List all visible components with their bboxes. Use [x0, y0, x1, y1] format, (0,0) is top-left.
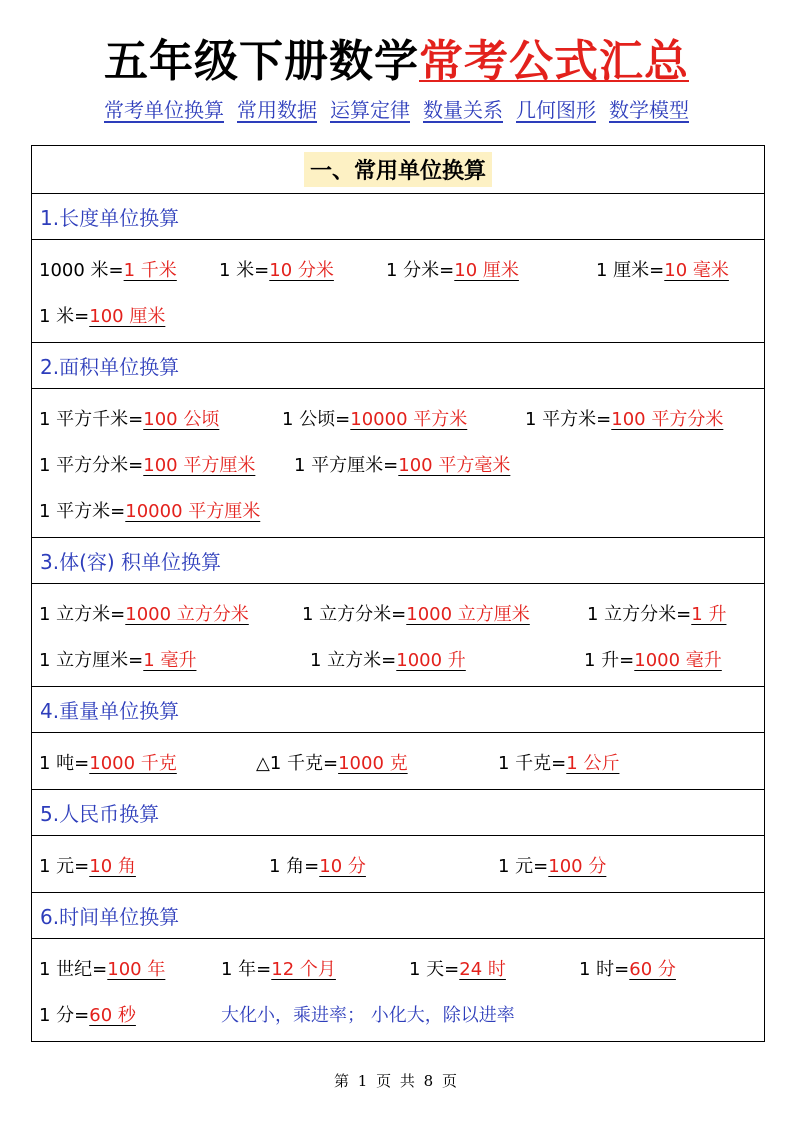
formula-label: 1 立方分米=: [587, 604, 692, 625]
formula-line: [32, 244, 764, 290]
formula-label: 1 平方分米=: [39, 455, 144, 476]
formula-answer: 10 分米: [269, 260, 334, 281]
formula-answer: 1000 升: [396, 650, 466, 671]
formula-line: [32, 290, 764, 336]
title-highlight: 常考公式汇总: [419, 36, 689, 87]
formula-item: [294, 451, 514, 477]
section-title-volume: 3.体(容) 积单位换算: [32, 538, 764, 584]
formula-answer: 100 公顷: [143, 409, 220, 430]
formula-answer: 10 毫米: [664, 260, 729, 281]
formula-label: 1 立方分米=: [302, 604, 407, 625]
formula-answer: 10000 平方米: [350, 409, 468, 430]
table-header-label: 一、常用单位换算: [304, 152, 492, 187]
formula-label: 1 分米=: [386, 260, 455, 281]
table-header: [32, 146, 764, 194]
formula-answer: 1000 立方分米: [125, 604, 249, 625]
formula-item: [525, 405, 727, 431]
formula-item: [596, 256, 733, 282]
formula-label: 1 米=: [39, 306, 90, 327]
formula-item: [498, 749, 623, 775]
formula-line: [32, 485, 764, 531]
formula-line: [32, 737, 764, 783]
formula-label: 1 米=: [219, 260, 270, 281]
formula-answer: 100 分: [548, 856, 607, 877]
formula-line: [32, 840, 764, 886]
formula-item: [39, 646, 200, 672]
nav-link-math-models[interactable]: 数学模型: [609, 98, 689, 122]
formula-item: [39, 852, 140, 878]
section-title-time: 6.时间单位换算: [32, 893, 764, 939]
section-body-length: [32, 240, 764, 343]
section-body-money: [32, 836, 764, 893]
page-number: 第 1 页 共 8 页: [334, 1072, 459, 1090]
formula-answer: 10 角: [89, 856, 136, 877]
formula-answer: 10000 平方厘米: [125, 501, 261, 522]
formula-item: [221, 955, 340, 981]
formula-label: 1 平方米=: [39, 501, 126, 522]
formula-line: [32, 439, 764, 485]
formula-answer: 60 秒: [89, 1005, 136, 1026]
formula-line: [32, 393, 764, 439]
nav-link-common-data[interactable]: 常用数据: [237, 98, 317, 122]
formula-label: 1 千克=: [498, 753, 567, 774]
title-main: 五年级下册数学: [104, 36, 419, 87]
formula-label: 1 时=: [579, 959, 630, 980]
page-title: [0, 32, 793, 92]
formula-line: [32, 588, 764, 634]
formula-label: 1000 米=: [39, 260, 124, 281]
topic-nav: [0, 94, 793, 123]
formula-answer: 100 厘米: [89, 306, 166, 327]
section-title-money: 5.人民币换算: [32, 790, 764, 836]
formula-item: [39, 302, 169, 328]
formula-item: [302, 600, 534, 626]
formula-answer: 1 公斤: [566, 753, 620, 774]
section-title-area: 2.面积单位换算: [32, 343, 764, 389]
formula-item: [269, 852, 370, 878]
formula-answer: 1 毫升: [143, 650, 197, 671]
formula-answer: 1000 立方厘米: [406, 604, 530, 625]
formula-answer: 24 时: [459, 959, 506, 980]
formula-answer: 10 厘米: [454, 260, 519, 281]
formula-item: [39, 405, 223, 431]
formula-label: 1 吨=: [39, 753, 90, 774]
formula-label: 1 立方米=: [310, 650, 397, 671]
formula-answer: 100 平方厘米: [143, 455, 256, 476]
formula-label: 1 平方厘米=: [294, 455, 399, 476]
formula-label: 1 立方厘米=: [39, 650, 144, 671]
formula-line: [32, 989, 764, 1035]
formula-label: 1 厘米=: [596, 260, 665, 281]
formula-label: 1 升=: [584, 650, 635, 671]
section-title-weight: 4.重量单位换算: [32, 687, 764, 733]
nav-link-operation-laws[interactable]: 运算定律: [330, 98, 410, 122]
formula-label: 1 角=: [269, 856, 320, 877]
nav-link-quantity-relations[interactable]: 数量关系: [423, 98, 503, 122]
formula-answer: 100 年: [107, 959, 166, 980]
formula-label: 1 立方米=: [39, 604, 126, 625]
formula-item: [579, 955, 680, 981]
formula-item: [310, 646, 470, 672]
formula-label: 1 天=: [409, 959, 460, 980]
formula-answer: 100 平方分米: [611, 409, 724, 430]
formula-answer: 1 升: [691, 604, 727, 625]
formula-item: [498, 852, 610, 878]
section-body-volume: [32, 584, 764, 687]
formula-answer: 100 平方毫米: [398, 455, 511, 476]
formula-label: 1 元=: [498, 856, 549, 877]
formula-line: [32, 943, 764, 989]
formula-item: [39, 451, 259, 477]
formula-answer: 1 千米: [123, 260, 177, 281]
formula-answer: 60 分: [629, 959, 676, 980]
formula-line: [32, 634, 764, 680]
formula-item: [39, 497, 264, 523]
formula-label: 1 平方米=: [525, 409, 612, 430]
formula-item: [584, 646, 726, 672]
formula-answer: 1000 毫升: [634, 650, 722, 671]
formula-label: 1 分=: [39, 1005, 90, 1026]
formula-answer: 10 分: [319, 856, 366, 877]
formula-label: 1 世纪=: [39, 959, 108, 980]
formula-label: 1 公顷=: [282, 409, 351, 430]
formula-item: [39, 749, 181, 775]
formula-item: [587, 600, 730, 626]
formula-label: 1 平方千米=: [39, 409, 144, 430]
formula-label: 1 元=: [39, 856, 90, 877]
formula-label: △1 千克=: [256, 753, 339, 774]
formula-label: 1 年=: [221, 959, 272, 980]
formula-item: [256, 749, 412, 775]
section-title-length: 1.长度单位换算: [32, 194, 764, 240]
section-body-time: [32, 939, 764, 1041]
nav-link-geometry[interactable]: 几何图形: [516, 98, 596, 122]
formula-table: [31, 145, 765, 1042]
formula-item: [409, 955, 510, 981]
formula-item: [39, 256, 181, 282]
formula-item: [386, 256, 523, 282]
formula-item: [219, 256, 338, 282]
formula-answer: 12 个月: [271, 959, 336, 980]
formula-item: [39, 600, 253, 626]
formula-answer: 1000 克: [338, 753, 408, 774]
nav-link-unit-conversion[interactable]: 常考单位换算: [104, 98, 224, 122]
section-body-weight: [32, 733, 764, 790]
formula-answer: 1000 千克: [89, 753, 177, 774]
formula-item: [39, 1001, 140, 1027]
formula-item: [282, 405, 471, 431]
formula-item: [39, 955, 169, 981]
conversion-rule-note: 大化小，乘进率； 小化大，除以进率: [221, 1005, 515, 1026]
section-body-area: [32, 389, 764, 538]
